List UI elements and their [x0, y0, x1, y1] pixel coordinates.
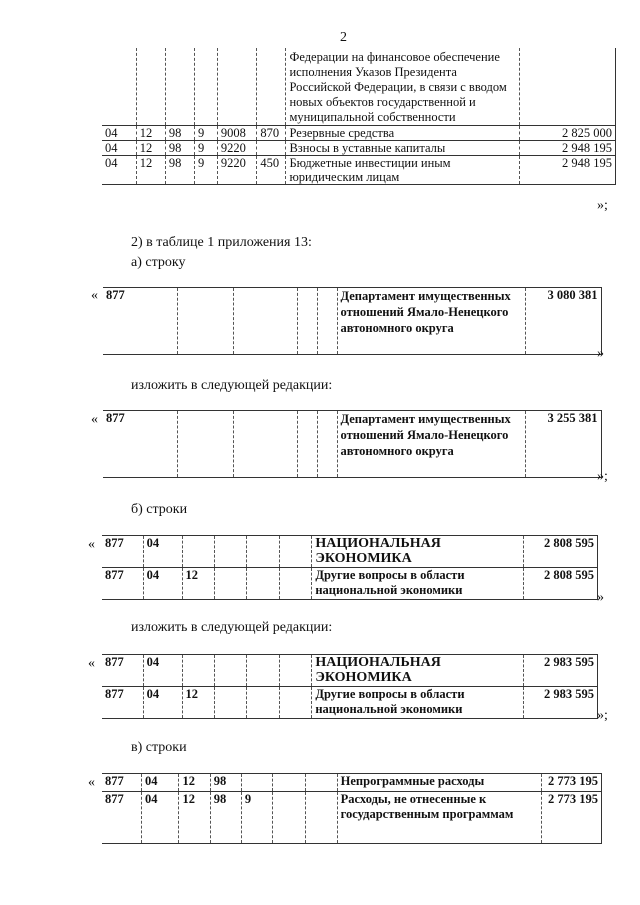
cell — [182, 536, 214, 568]
table-row — [102, 141, 616, 156]
row-amount: 3 080 381 — [525, 288, 601, 355]
row-amount: 3 255 381 — [525, 411, 601, 478]
budget-table-continuation — [102, 48, 616, 185]
table-row — [103, 288, 601, 355]
cell: 450 — [257, 156, 286, 185]
cell: 04 — [142, 774, 179, 792]
cell: 98 — [210, 774, 241, 792]
row-amount: 2 773 195 — [541, 774, 601, 792]
close-quote: » — [597, 346, 604, 361]
table-a-new — [103, 410, 602, 478]
cell: 12 — [136, 126, 165, 141]
paragraph-restate-2: изложить в следующей редакции: — [131, 620, 333, 635]
cell: 9 — [241, 792, 272, 844]
table-row — [102, 126, 616, 141]
row-name: Расходы, не отнесенные к государственным программам — [337, 792, 541, 844]
table-row — [103, 411, 601, 478]
cell: 04 — [142, 792, 179, 844]
table-row — [102, 792, 602, 844]
row-amount: 2 825 000 — [520, 126, 616, 141]
close-quote: »; — [597, 469, 608, 484]
cell — [257, 141, 286, 156]
open-quote: « — [88, 537, 95, 552]
cell: 04 — [102, 126, 136, 141]
row-amount: 2 983 595 — [524, 655, 598, 687]
page-number: 2 — [340, 30, 347, 45]
table-a-old — [103, 287, 602, 355]
cell: 9220 — [217, 141, 257, 156]
row-name: Департамент имущественных отношений Ямало-Ненецкого автономного округа — [337, 411, 525, 478]
cell: 870 — [257, 126, 286, 141]
table-c-old — [102, 773, 602, 844]
paragraph-item-2: 2) в таблице 1 приложения 13: — [131, 235, 312, 250]
cell: 9 — [194, 156, 217, 185]
row-name: Взносы в уставные капиталы — [286, 141, 520, 156]
cell: 98 — [210, 792, 241, 844]
paragraph-item-a: а) строку — [131, 255, 186, 270]
cell: 12 — [182, 687, 214, 719]
open-quote: « — [88, 656, 95, 671]
row-name: Резервные средства — [286, 126, 520, 141]
continuation-text: Федерации на финансовое обеспечение исполнения Указов Президента Российской Федерации, в связи с вводом новых объектов государственной и муниципальной собственности — [286, 48, 520, 126]
cell: 04 — [143, 568, 182, 600]
cell: 877 — [102, 774, 142, 792]
row-name: НАЦИОНАЛЬНАЯ ЭКОНОМИКА — [312, 655, 524, 687]
cell: 98 — [165, 141, 194, 156]
table-row — [102, 655, 598, 687]
cell: 877 — [102, 568, 143, 600]
row-name: Другие вопросы в области национальной экономики — [312, 568, 524, 600]
row-name: Непрограммные расходы — [337, 774, 541, 792]
table-b-old — [102, 535, 598, 600]
cell: 877 — [102, 655, 143, 687]
close-quote: »; — [597, 708, 608, 723]
cell: 12 — [136, 156, 165, 185]
table-b-new — [102, 654, 598, 719]
row-amount: 2 808 595 — [524, 536, 598, 568]
open-quote: « — [88, 775, 95, 790]
cell: 877 — [102, 792, 142, 844]
cell: 12 — [136, 141, 165, 156]
cell: 98 — [165, 126, 194, 141]
cell — [182, 655, 214, 687]
cell: 04 — [102, 141, 136, 156]
table-row — [102, 568, 598, 600]
table-row — [102, 687, 598, 719]
cell: 04 — [143, 687, 182, 719]
cell: 04 — [143, 536, 182, 568]
row-name: НАЦИОНАЛЬНАЯ ЭКОНОМИКА — [312, 536, 524, 568]
cell: 877 — [102, 536, 143, 568]
open-quote: « — [91, 412, 98, 427]
row-amount: 2 773 195 — [541, 792, 601, 844]
cell: 98 — [165, 156, 194, 185]
open-quote: « — [91, 288, 98, 303]
row-name: Бюджетные инвестиции иным юридическим лицам — [286, 156, 520, 185]
table-row — [102, 156, 616, 185]
row-amount: 2 808 595 — [524, 568, 598, 600]
cell: 12 — [179, 792, 210, 844]
paragraph-restate-1: изложить в следующей редакции: — [131, 378, 333, 393]
cell: 04 — [102, 156, 136, 185]
cell: 9 — [194, 141, 217, 156]
cell: 877 — [102, 687, 143, 719]
cell: 9220 — [217, 156, 257, 185]
cell: 9008 — [217, 126, 257, 141]
row-code: 877 — [103, 411, 177, 478]
row-amount: 2 948 195 — [520, 141, 616, 156]
cell — [241, 774, 272, 792]
cell: 04 — [143, 655, 182, 687]
cell: 9 — [194, 126, 217, 141]
table-row — [102, 774, 602, 792]
cell: 12 — [179, 774, 210, 792]
row-amount: 2 948 195 — [520, 156, 616, 185]
paragraph-item-c: в) строки — [131, 740, 187, 755]
close-quote: » — [597, 590, 604, 605]
row-name: Другие вопросы в области национальной экономики — [312, 687, 524, 719]
cell: 12 — [182, 568, 214, 600]
row-code: 877 — [103, 288, 177, 355]
row-amount: 2 983 595 — [524, 687, 598, 719]
close-quote: »; — [597, 198, 608, 213]
row-name: Департамент имущественных отношений Ямало-Ненецкого автономного округа — [337, 288, 525, 355]
table-row — [102, 536, 598, 568]
paragraph-item-b: б) строки — [131, 502, 188, 517]
